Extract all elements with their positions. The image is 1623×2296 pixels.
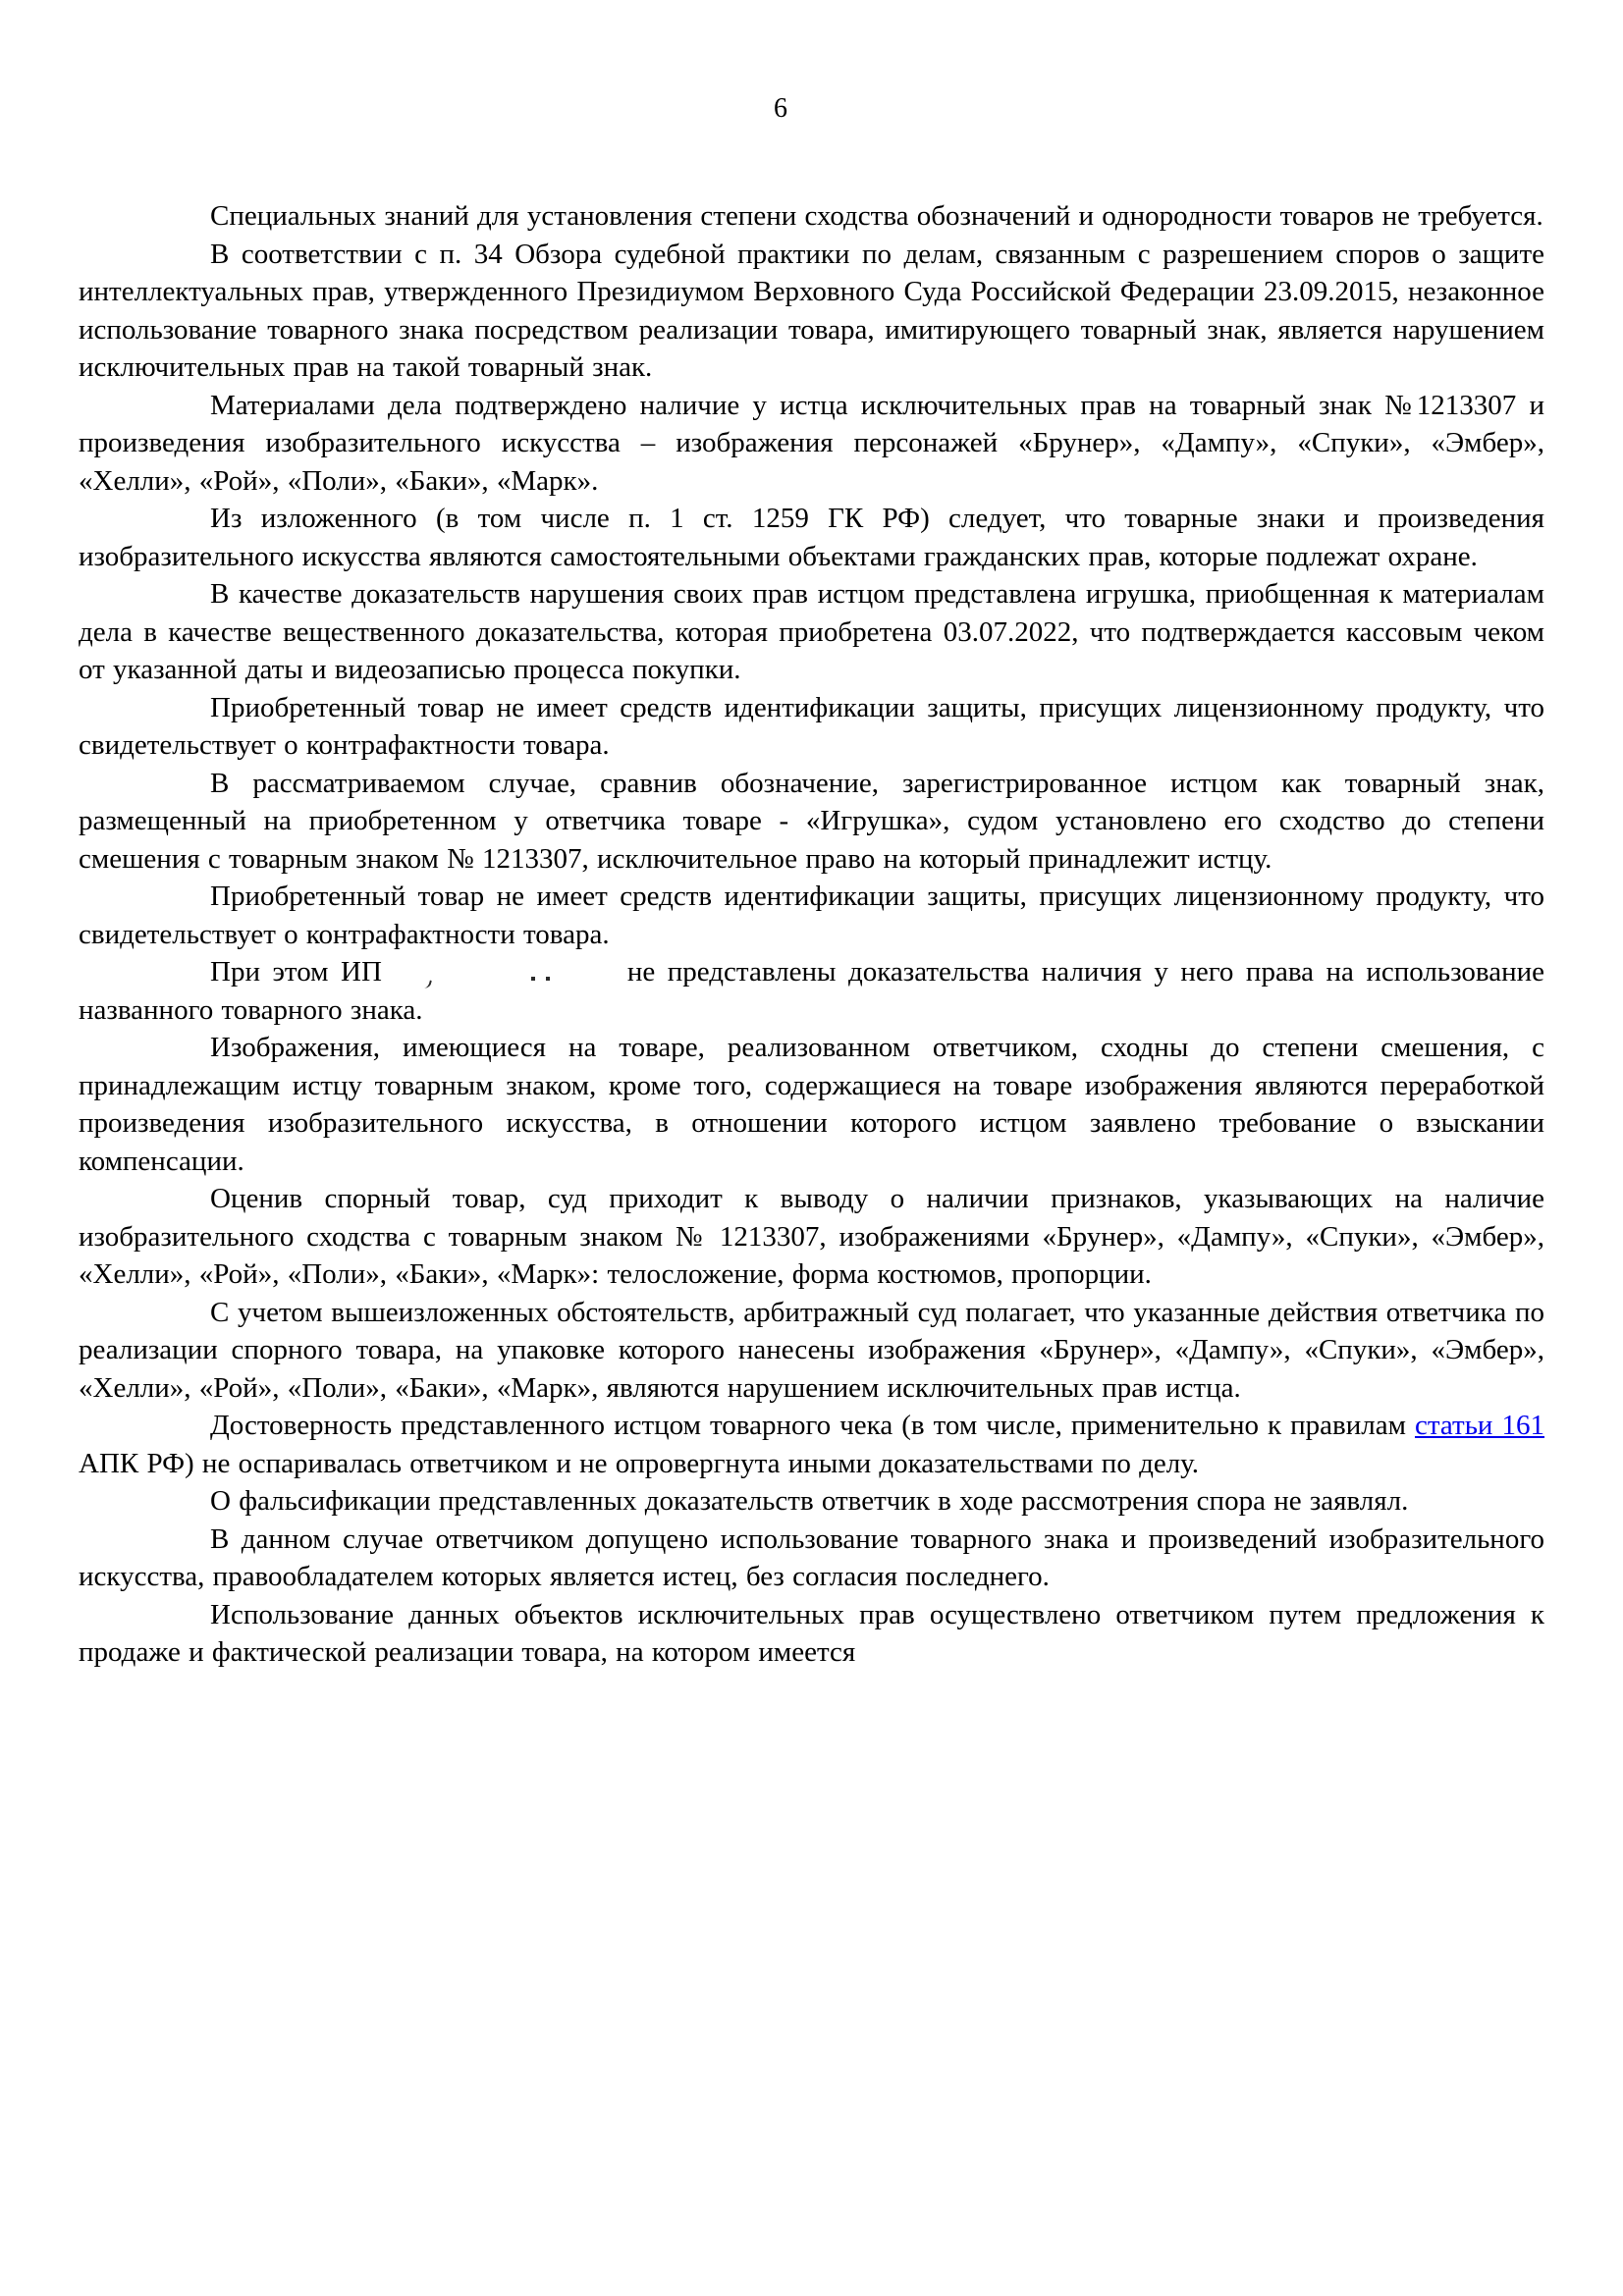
link-article-161-apk[interactable]: статьи 161	[1415, 1410, 1545, 1441]
paragraph: С учетом вышеизложенных обстоятельств, арбитражный суд полагает, что указанные действия ответчика по реализации спорного товара, на упаковке которого нанесены изображения «Брунер», «Дампу», «Спуки», «Эмбер», «Хелли», «Рой», «Поли», «Баки», «Марк», являются нарушением исключительных прав истца.	[79, 1296, 1544, 1404]
paragraph: Использование данных объектов исключительных прав осуществлено ответчиком путем предложения к продаже и фактической реализации товара, на котором имеется	[79, 1598, 1544, 1668]
paragraph: Изображения, имеющиеся на товаре, реализованном ответчиком, сходны до степени смешения, с принадлежащим истцу товарным знаком, кроме того, содержащиеся на товаре изображения являются переработкой произведения изобразительного искусства, в отношении которого истцом заявлено требование о взыскании компенсации.	[79, 1032, 1544, 1177]
paragraph: О фальсификации представленных доказательств ответчик в ходе рассмотрения спора не заявлял.	[210, 1485, 1409, 1517]
paragraph: Материалами дела подтверждено наличие у истца исключительных прав на товарный знак №1213307 и произведения изобразительного искусства – изображения персонажей «Брунер», «Дампу», «Спуки», «Эмбер», «Хелли», «Рой», «Поли», «Баки», «Марк».	[79, 389, 1544, 497]
paragraph-text: не представлены доказательства наличия у него права на использование названного товарного знака.	[79, 956, 1544, 1026]
paragraph: В соответствии с п. 34 Обзора судебной практики по делам, связанным с разрешением споров о защите интеллектуальных прав, утвержденного Президиумом Верховного Суда Российской Федерации 23.09.2015, незаконное использование товарного знака посредством реализации товара, имитирующего товарный знак, является нарушением исключительных прав на такой товарный знак.	[79, 238, 1544, 383]
paragraph: Приобретенный товар не имеет средств идентификации защиты, присущих лицензионному продукту, что свидетельствует о контрафактности товара.	[79, 691, 1544, 761]
paragraph-text: При этом ИП	[210, 956, 382, 988]
paragraph: Приобретенный товар не имеет средств идентификации защиты, присущих лицензионному продукту, что свидетельствует о контрафактности товара.	[79, 881, 1544, 950]
paragraph: В данном случае ответчиком допущено использование товарного знака и произведений изобразительного искусства, правообладателем которых является истец, без согласия последнего.	[79, 1522, 1544, 1592]
paragraph-text: АПК РФ) не оспаривалась ответчиком и не опровергнута иными доказательствами по делу.	[79, 1447, 1200, 1479]
paragraph: Оценив спорный товар, суд приходит к выводу о наличии признаков, указывающих на наличие изобразительного сходства с товарным знаком № 1213307, изображениями «Брунер», «Дампу», «Спуки», «Эмбер», «Хелли», «Рой», «Поли», «Баки», «Марк»: телосложение, форма костюмов, пропорции.	[79, 1183, 1544, 1290]
paragraph-text: Достоверность представленного истцом товарного чека (в том числе, применительно к правилам	[210, 1410, 1406, 1441]
paragraph: В рассматриваемом случае, сравнив обозначение, зарегистрированное истцом как товарный знак, размещенный на приобретенном у ответчика товаре - «Игрушка», судом установлено его сходство до степени смешения с товарным знаком № 1213307, исключительное право на который принадлежит истцу.	[79, 767, 1544, 875]
redacted-name-gap	[382, 979, 627, 981]
page-number: 6	[774, 93, 787, 124]
paragraph: Из изложенного (в том числе п. 1 ст. 1259 ГК РФ) следует, что товарные знаки и произведения изобразительного искусства являются самостоятельными объектами гражданских прав, которые подлежат охране.	[79, 503, 1544, 572]
document-body	[79, 197, 1544, 1672]
paragraph: Специальных знаний для установления степени сходства обозначений и однородности товаров не требуется.	[210, 200, 1543, 232]
paragraph-with-link	[79, 1407, 1544, 1482]
paragraph: В качестве доказательств нарушения своих прав истцом представлена игрушка, приобщенная к материалам дела в качестве вещественного доказательства, которая приобретена 03.07.2022, что подтверждается кассовым чеком от указанной даты и видеозаписью процесса покупки.	[79, 578, 1544, 685]
paragraph-with-redaction	[79, 953, 1544, 1029]
